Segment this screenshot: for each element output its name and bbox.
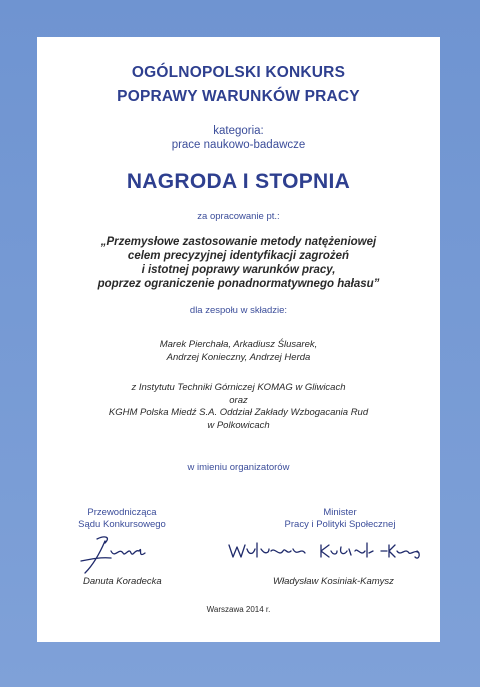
team-member-line: Andrzej Konieczny, Andrzej Herda [166,352,311,363]
left-signatory-title [47,507,197,531]
team-label: dla zespołu w składzie: [189,305,288,316]
on-behalf-label: w imieniu organizatorów [187,462,290,473]
right-signatory-name: Władysław Kosiniak-Kamysz [273,576,394,587]
left-signatory-name: Danuta Koradecka [83,576,162,587]
right-signatory-title [265,507,415,531]
left-signatory-title-line: Sądu Konkursowego [78,519,166,530]
left-signatory-title-line: Przewodnicząca [87,507,157,518]
certificate-sheet [37,37,440,642]
team-member-line: Marek Pierchała, Arkadiusz Ślusarek, [159,339,318,350]
institution-line: w Polkowicach [207,419,270,431]
work-title-line: celem precyzyjnej identyfikacji zagrożeń [127,250,350,262]
left-signature-image [75,531,165,577]
institution-line: KGHM Polska Miedź S.A. Oddział Zakłady Wzbogacania Rud [108,407,369,418]
header-line-1: OGÓLNOPOLSKI KONKURS [131,64,346,81]
category-label: kategoria: [213,125,264,137]
institution-line: oraz [229,394,248,406]
place-and-date: Warszawa 2014 r. [206,605,271,614]
institutions [37,382,440,432]
right-signatory-title-line: Minister [323,507,357,518]
award-title: NAGRODA I STOPNIA [126,170,351,193]
right-signatory-title-line: Pracy i Polityki Społecznej [284,519,396,530]
work-title-line: i istotnej poprawy warunków pracy, [141,264,336,276]
right-signature-image [225,537,425,567]
work-title-line: „Przemysłowe zastosowanie metody natężeniowej [100,236,377,248]
team-members [37,338,440,364]
for-label: za opracowanie pt.: [197,211,280,222]
work-title-line: poprzez ograniczenie ponadnormatywnego hałasu” [97,278,380,290]
header-line-2: POPRAWY WARUNKÓW PRACY [117,88,360,105]
institution-line: z Instytutu Techniki Górniczej KOMAG w Gliwicach [131,382,346,393]
work-title [37,235,440,291]
category-value: prace naukowo-badawcze [171,139,306,151]
